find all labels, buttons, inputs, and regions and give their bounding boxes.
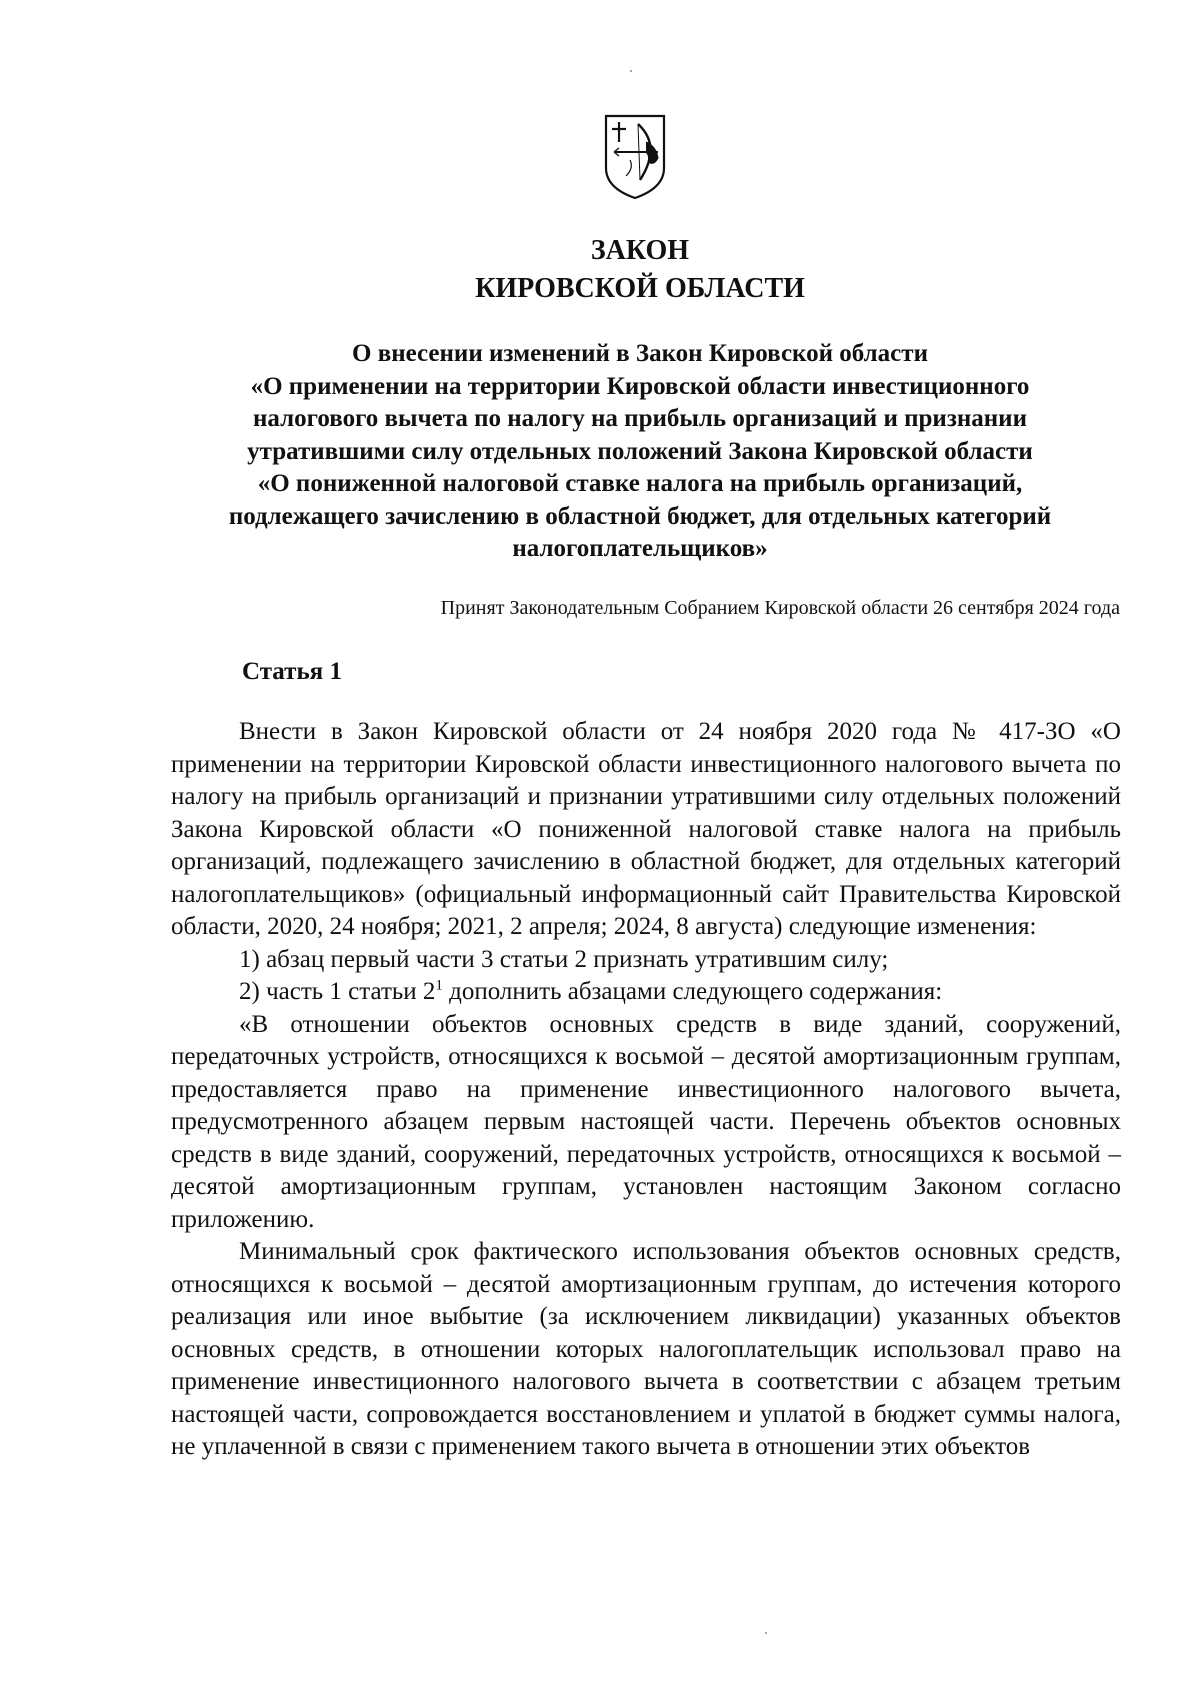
item2-text-start: 2) часть 1 статьи 2 (239, 978, 436, 1005)
amendment-item-1: 1) абзац первый части 3 статьи 2 признать утратившим силу; (239, 945, 889, 973)
subject-line: налогового вычета по налогу на прибыль организаций и признании (252, 405, 1027, 432)
subject-line: подлежащего зачислению в областной бюджет, для отдельных категорий (228, 502, 1052, 530)
subject-line: утратившими силу отдельных положений Закона Кировской области (247, 437, 1033, 465)
article-body (171, 716, 1121, 1464)
article-title: Статья 1 (242, 658, 342, 685)
law-heading-line2: КИРОВСКОЙ ОБЛАСТИ (475, 273, 805, 304)
item2-text-end: дополнить абзацами следующего содержания: (442, 978, 943, 1005)
coat-of-arms-emblem (600, 112, 670, 200)
scan-speck (765, 1632, 767, 1634)
law-subject-title (140, 338, 1140, 566)
scan-speck (630, 70, 632, 72)
amendment-item-2 (171, 976, 1121, 1009)
intro-paragraph: Внести в Закон Кировской области от 24 ноября 2020 года № 417-ЗО «О применении на территории Кировской области инвестиционного налогового вычета по налогу на прибыль организаций и признании утратившими силу отдельных положений Закона Кировской области «О пониженной налоговой ставке налога на прибыль организаций, подлежащего зачислению в областной бюджет, для отдельных категорий налогоплательщиков» (официальный информационный сайт Правительства Кировской области, 2020, 24 ноября; 2021, 2 апреля; 2024, 8 августа) следующие изменения: (171, 718, 1121, 940)
subject-line: налогоплательщиков» (512, 535, 768, 562)
law-heading (160, 232, 1120, 308)
quoted-paragraph-2: Минимальный срок фактического использования объектов основных средств, относящихся к восьмой – десятой амортизационным группам, до истечения которого реализация или иное выбытие (за исключением ликвидации) указанных объектов основных средств, в отношении которых налогоплательщик использовал право на применение инвестиционного налогового вычета в соответствии с абзацем третьим настоящей части, сопровождается восстановлением и уплатой в бюджет суммы налога, не уплаченной в связи с применением такого вычета в отношении этих объектов (171, 1238, 1121, 1460)
subject-line: «О пониженной налоговой ставке налога на прибыль организаций, (257, 470, 1023, 497)
item2-superscript: 1 (435, 977, 443, 994)
subject-line: О внесении изменений в Закон Кировской области (352, 340, 928, 367)
subject-line: «О применении на территории Кировской области инвестиционного (250, 372, 1030, 400)
adoption-note: Принят Законодательным Собранием Кировской области 26 сентября 2024 года (440, 597, 1120, 619)
quoted-paragraph-1: «В отношении объектов основных средств в виде зданий, сооружений, передаточных устройств, относящихся к восьмой – десятой амортизационным группам, предоставляется право на применение инвестиционного налогового вычета, предусмотренного абзацем первым настоящей части. Перечень объектов основных средств в виде зданий, сооружений, передаточных устройств, относящихся к восьмой – десятой амортизационным группам, установлен настоящим Законом согласно приложению. (171, 1010, 1121, 1233)
law-heading-line1: ЗАКОН (590, 235, 690, 266)
